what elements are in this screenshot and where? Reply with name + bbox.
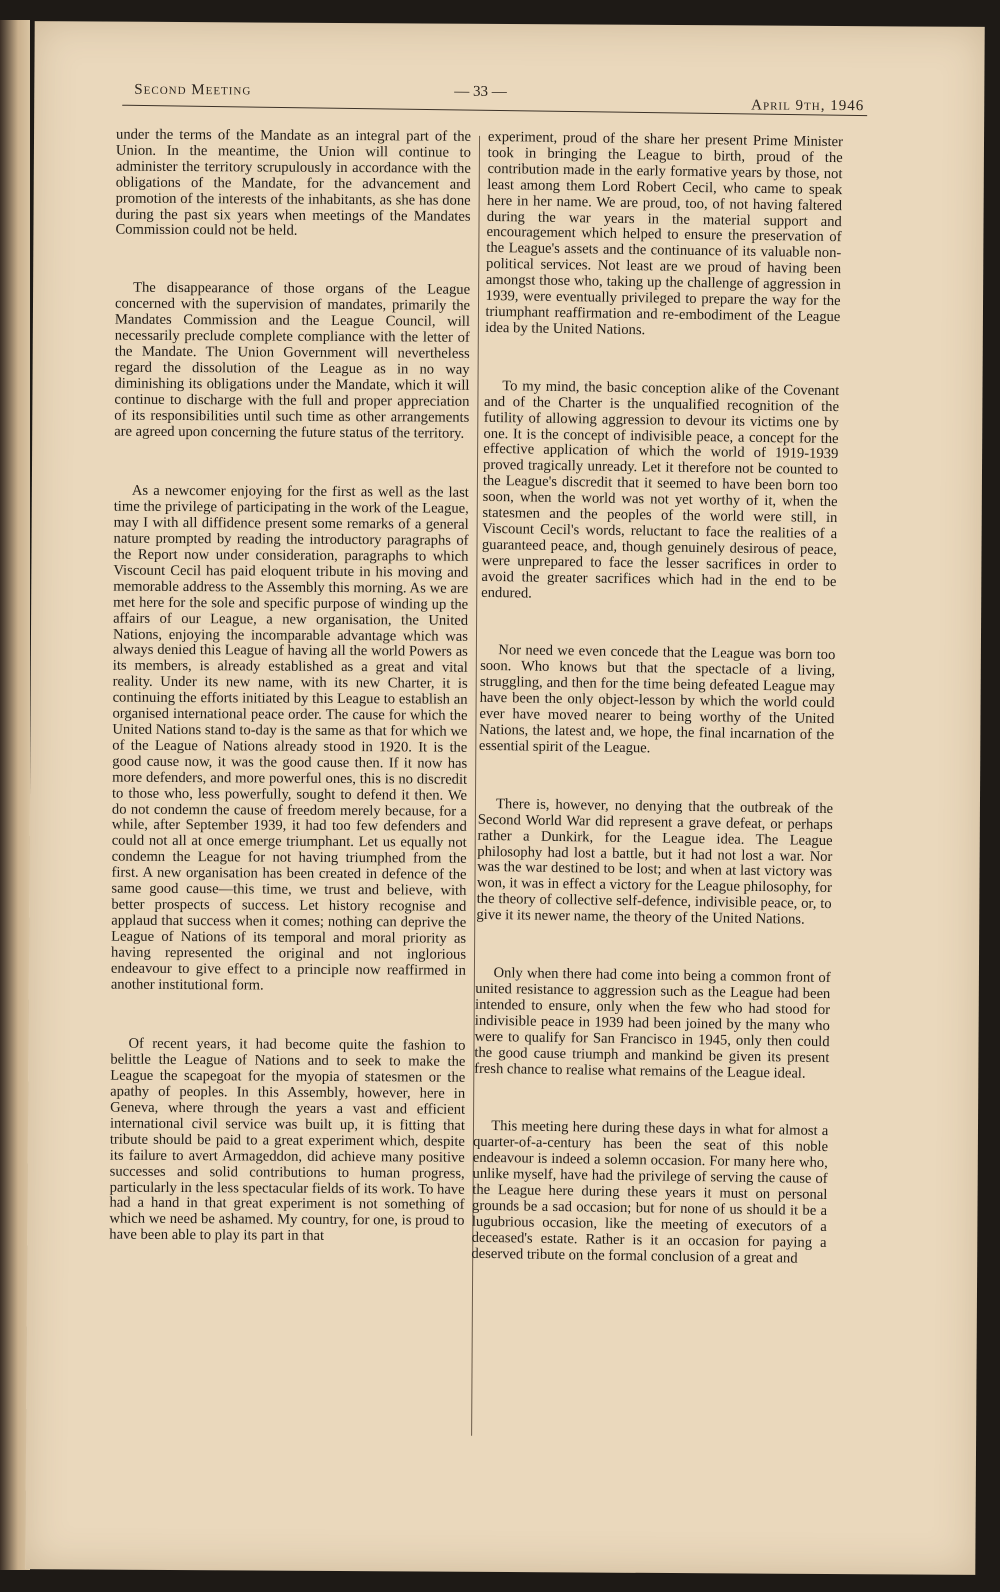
paragraph: Of recent years, it had become quite the fashion to belittle the League of Nations and to seek to make the League the scapegoat for the myopia of statesmen or the apathy of peoples. In this Assembly, however, here in Geneva, where through the years a vast and efficient international civil service was built up, it is fitting that tribute should be paid to a great experiment which, despite its failure to avert Armageddon, did achieve many positive successes and solid contributions to human progress, particularly in the less spectacular fields of its work. To have had a hand in that great experiment is not something of which we need be ashamed. My country, for one, is proud to have been able to play its part in that xyxy=(109,1036,466,1245)
left-column xyxy=(109,128,471,1246)
document-page xyxy=(25,21,984,1575)
paragraph: As a newcomer enjoying for the first as well as the last time the privilege of participating in the work of the League, may I with all diffidence present some remarks of a general nature prompted by reading the introductory paragraphs of the Report now under consideration, paragraphs to which Viscount Cecil has paid eloquent tribute in his moving and memorable address to the Assembly this morning. As we are met here for the sole and specific purpose of winding up the affairs of our League, a new organisation, the United Nations, enjoying the incomparable advantage which was always denied this League of having all the world Powers as its members, is already established as a great and vital reality. Under its new name, with its new Charter, it is continuing the efforts initiated by this League to establish an organised international peace order. The cause for which the United Nations stand to-day is the same as that for which we of the League of Nations already stood in 1920. It is the good cause now, it was the good cause then. If it now has more defenders, and more powerful ones, this is no discredit to those who, less powerfully, sought to defend it then. We do not condemn the cause of freedom merely because, for a while, after September 1939, it had too few defenders and could not all at once emerge triumphant. Let us equally not condemn the League for not having triumphed from the first. A new organisation has been created in defence of the same good cause—this time, we trust and believe, with better prospects of success. Let history recognise and applaud that success when it comes; nothing can deprive the League of Nations of its temporal and moral priority as having represented the original and not inglorious endeavour to give effect to a principle now reaffirmed in another institutional form. xyxy=(110,483,469,994)
paragraph: To my mind, the basic conception alike of the Covenant and of the Charter is the unqualified recognition of the futility of allowing aggression to devour its victims one by one. It is the concept of indivisible peace, a concept for the effective application of which the world of 1919-1939 proved tragically unready. Let it therefore not be counted to the League's discredit that it seemed to have been born too soon, when the world was not yet worthy of it, when the statesmen and the peoples of the world were still, in Viscount Cecil's words, reluctant to face the realities of a guaranteed peace, and, though genuinely desirous of peace, were unprepared to face the lesser sacrifices in order to avoid the greater sacrifices which had in the end to be endured. xyxy=(481,377,840,602)
header-meeting: Second Meeting xyxy=(134,81,252,99)
paragraph: Only when there had come into being a common front of united resistance to aggression such as the League had been intended to ensure, only when the few who had stood for indivisible peace in 1939 had been joined by the many who were to qualify for San Francisco in 1945, only then could the good cause triumph and mankind be given its present fresh chance to realise what remains of the League ideal. xyxy=(474,965,831,1082)
paragraph: under the terms of the Mandate as an integral part of the Union. In the meantime, the Union will continue to administer the territory scrupulously in accordance with the obligations of the Mandate, for the advancement and promotion of the interests of the inhabitants, as she has done during the past six years when meetings of the Mandates Commission could not be held. xyxy=(115,126,472,240)
page-number: — 33 — xyxy=(454,83,507,100)
paragraph: This meeting here during these days in what for almost a quarter-of-a-century has been the seat of this noble endeavour is indeed a solemn occasion. For many here who, unlike myself, have had the privilege of serving the cause of the League here during these years it must on personal grounds be a sad occasion; but for none of us should it be a lugubrious occasion, like the meeting of executors of a deceased's estate. Rather is it an occasion for paying a deserved tribute on the formal conclusion of a great and xyxy=(471,1118,829,1267)
page-edge-shadow xyxy=(0,20,30,1570)
paragraph: experiment, proud of the share her present Prime Minister took in bringing the League to birth, proud of the contribution made in the early formative years by those, not least among them Lord Robert Cecil, who came to speak here in her name. We are proud, too, of not having faltered during the war years in the material support and encouragement which helped to ensure the preservation of the League's assets and the continuance of its valuable non-political services. Not least are we proud of having been amongst those who, taking up the challenge of aggression in 1939, were eventually privileged to prepare the way for the triumphant reaffirmation and re-embodiment of the League idea by the United Nations. xyxy=(485,128,844,339)
paragraph: The disappearance of those organs of the League concerned with the supervision of mandates, primarily the Mandates Commission and the League Council, will necessarily preclude complete compliance with the letter of the Mandate. The Union Government will nevertheless regard the dissolution of the League as in no way diminishing its obligations under the Mandate, which it will continue to discharge with the full and proper appreciation of its responsibilities until such time as other arrangements are agreed upon concerning the future status of the territory. xyxy=(114,280,471,442)
paragraph: Nor need we even concede that the League was born too soon. Who knows but that the spectacle of a living, struggling, and then for the time being defeated League may have been the only object-lesson by which the world could ever have moved nearer to being worthy of the United Nations, the latest and, we hope, the final incarnation of the essential spirit of the League. xyxy=(478,642,836,757)
header-date: April 9th, 1946 xyxy=(751,97,865,115)
right-column xyxy=(471,130,843,1268)
paragraph: There is, however, no denying that the outbreak of the Second World War did represent a grave defeat, or perhaps rather a Dunkirk, for the League idea. The League philosophy had lost a battle, but it had not lost a war. Nor was the war destined to be lost; and when at last victory was won, it was in effect a victory for the League philosophy, for the theory of collective self-defence, indivisible peace, or, to give it its newer name, the theory of the United Nations. xyxy=(476,795,834,928)
